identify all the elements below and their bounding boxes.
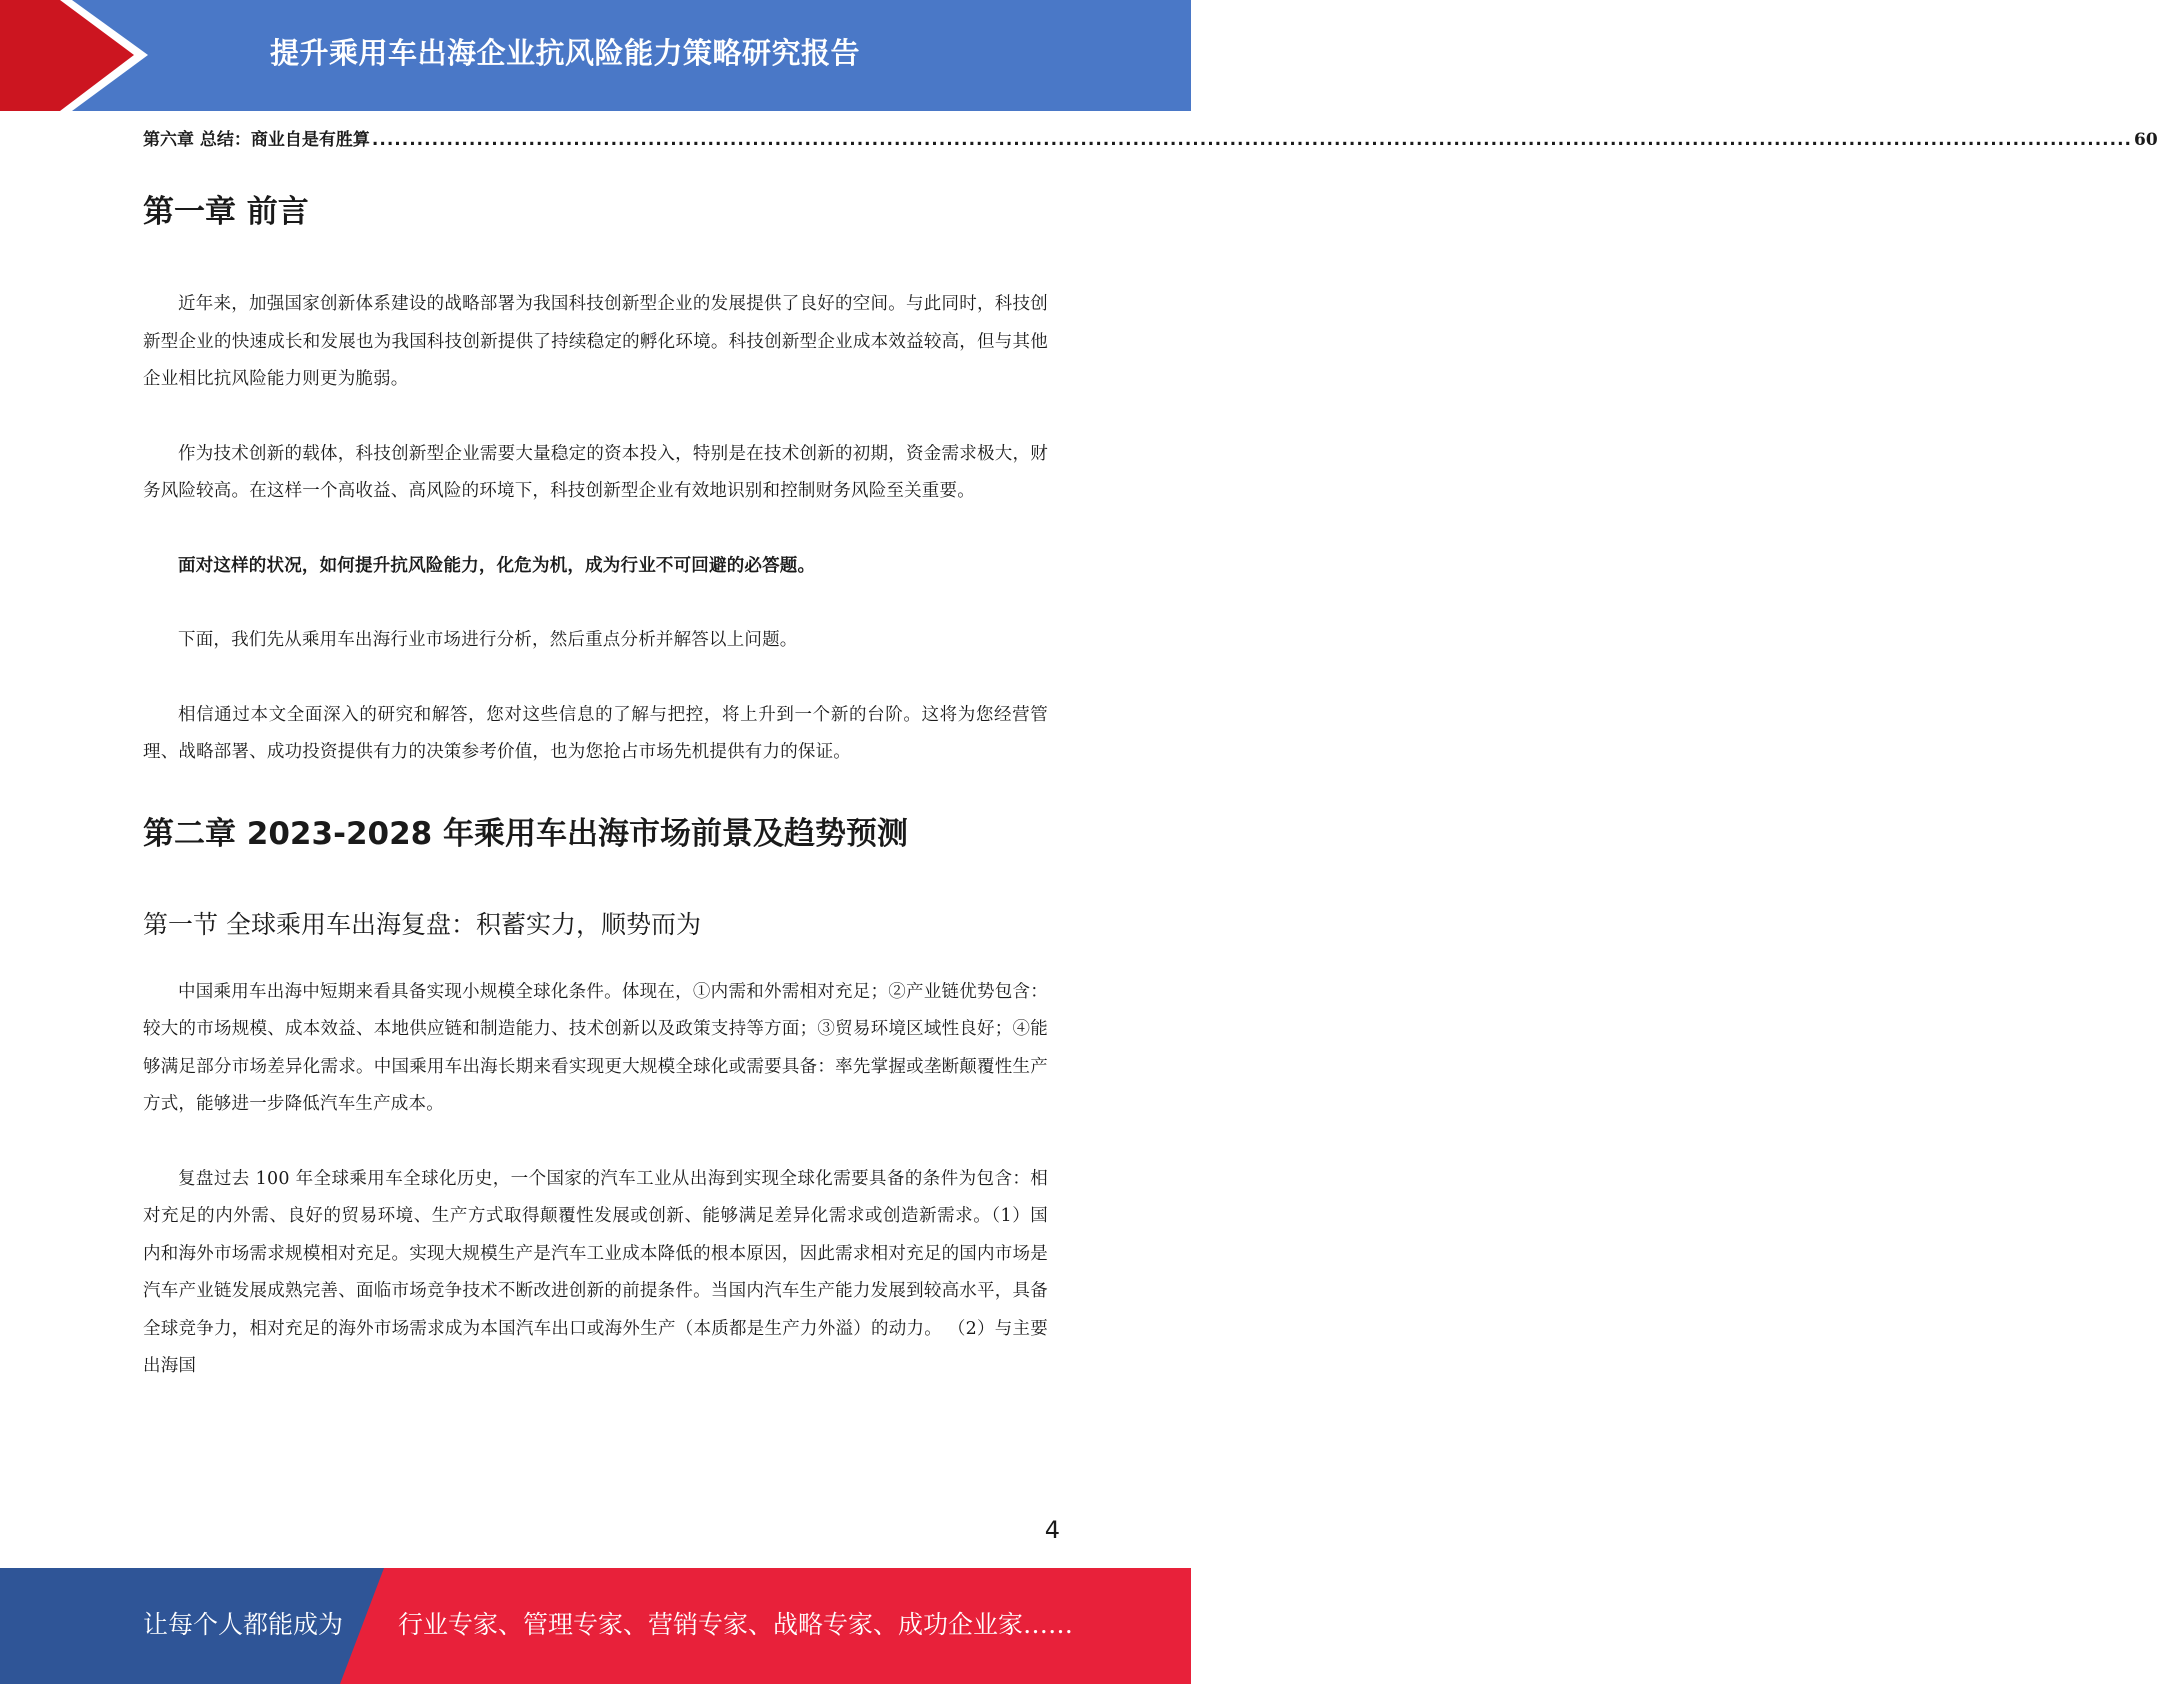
toc-entry-page: 60 <box>2134 130 2158 150</box>
toc-entry[interactable] <box>143 120 2158 160</box>
section-1-paragraph: 复盘过去 100 年全球乘用车全球化历史，一个国家的汽车工业从出海到实现全球化需要具备的条件为包含：相对充足的内外需、良好的贸易环境、生产方式取得颠覆性发展或创新、能够满足差异化需求或创造新需求。（1）国内和海外市场需求规模相对充足。实现大规模生产是汽车工业成本降低的根本原因，因此需求相对充足的国内市场是汽车产业链发展成熟完善、面临市场竞争技术不断改进创新的前提条件。当国内汽车生产能力发展到较高水平，具备全球竞争力，相对充足的海外市场需求成为本国汽车出口或海外生产（本质都是生产力外溢）的动力。 （2）与主要出海国 <box>143 1168 1048 1376</box>
page-footer <box>0 1568 1191 1684</box>
chapter-1-heading: 第一章 前言 <box>143 194 309 230</box>
page-content <box>143 120 2158 1386</box>
chapter-1-key-question: 面对这样的状况，如何提升抗风险能力，化危为机，成为行业不可回避的必答题。 <box>178 555 816 576</box>
section-1-heading: 第一节 全球乘用车出海复盘：积蓄实力，顺势而为 <box>143 909 701 939</box>
chapter-1-paragraph: 近年来，加强国家创新体系建设的战略部署为我国科技创新型企业的发展提供了良好的空间。与此同时，科技创新型企业的快速成长和发展也为我国科技创新提供了持续稳定的孵化环境。科技创新型企业成本效益较高，但与其他企业相比抗风险能力则更为脆弱。 <box>143 294 1048 389</box>
footer-slogan-right: 行业专家、管理专家、营销专家、战略专家、成功企业家…… <box>398 1610 1074 1639</box>
chapter-1-paragraph: 相信通过本文全面深入的研究和解答，您对这些信息的了解与把控，将上升到一个新的台阶。这将为您经营管理、战略部署、成功投资提供有力的决策参考价值，也为您抢占市场先机提供有力的保证。 <box>143 704 1048 762</box>
chapter-1-paragraph: 作为技术创新的载体，科技创新型企业需要大量稳定的资本投入，特别是在技术创新的初期，资金需求极大，财务风险较高。在这样一个高收益、高风险的环境下，科技创新型企业有效地识别和控制财务风险至关重要。 <box>143 443 1048 501</box>
toc-entry-title: 第六章 总结：商业自是有胜算 <box>143 130 370 150</box>
toc-leader-dots: ............................................................................................................................................................................................................................................ <box>371 130 2133 150</box>
page-number: 4 <box>1044 1516 1060 1544</box>
chapter-1-paragraph: 下面，我们先从乘用车出海行业市场进行分析，然后重点分析并解答以上问题。 <box>178 630 798 650</box>
footer-slogan-left: 让每个人都能成为 <box>143 1610 344 1639</box>
page-header <box>0 0 1191 111</box>
chapter-2-heading: 第二章 2023-2028 年乘用车出海市场前景及趋势预测 <box>143 815 909 852</box>
section-1-paragraph: 中国乘用车出海中短期来看具备实现小规模全球化条件。体现在，①内需和外需相对充足；②产业链优势包含：较大的市场规模、成本效益、本地供应链和制造能力、技术创新以及政策支持等方面；③贸易环境区域性良好；④能够满足部分市场差异化需求。中国乘用车出海长期来看实现更大规模全球化或需要具备：率先掌握或垄断颠覆性生产方式，能够进一步降低汽车生产成本。 <box>143 981 1048 1114</box>
report-title: 提升乘用车出海企业抗风险能力策略研究报告 <box>270 36 861 70</box>
